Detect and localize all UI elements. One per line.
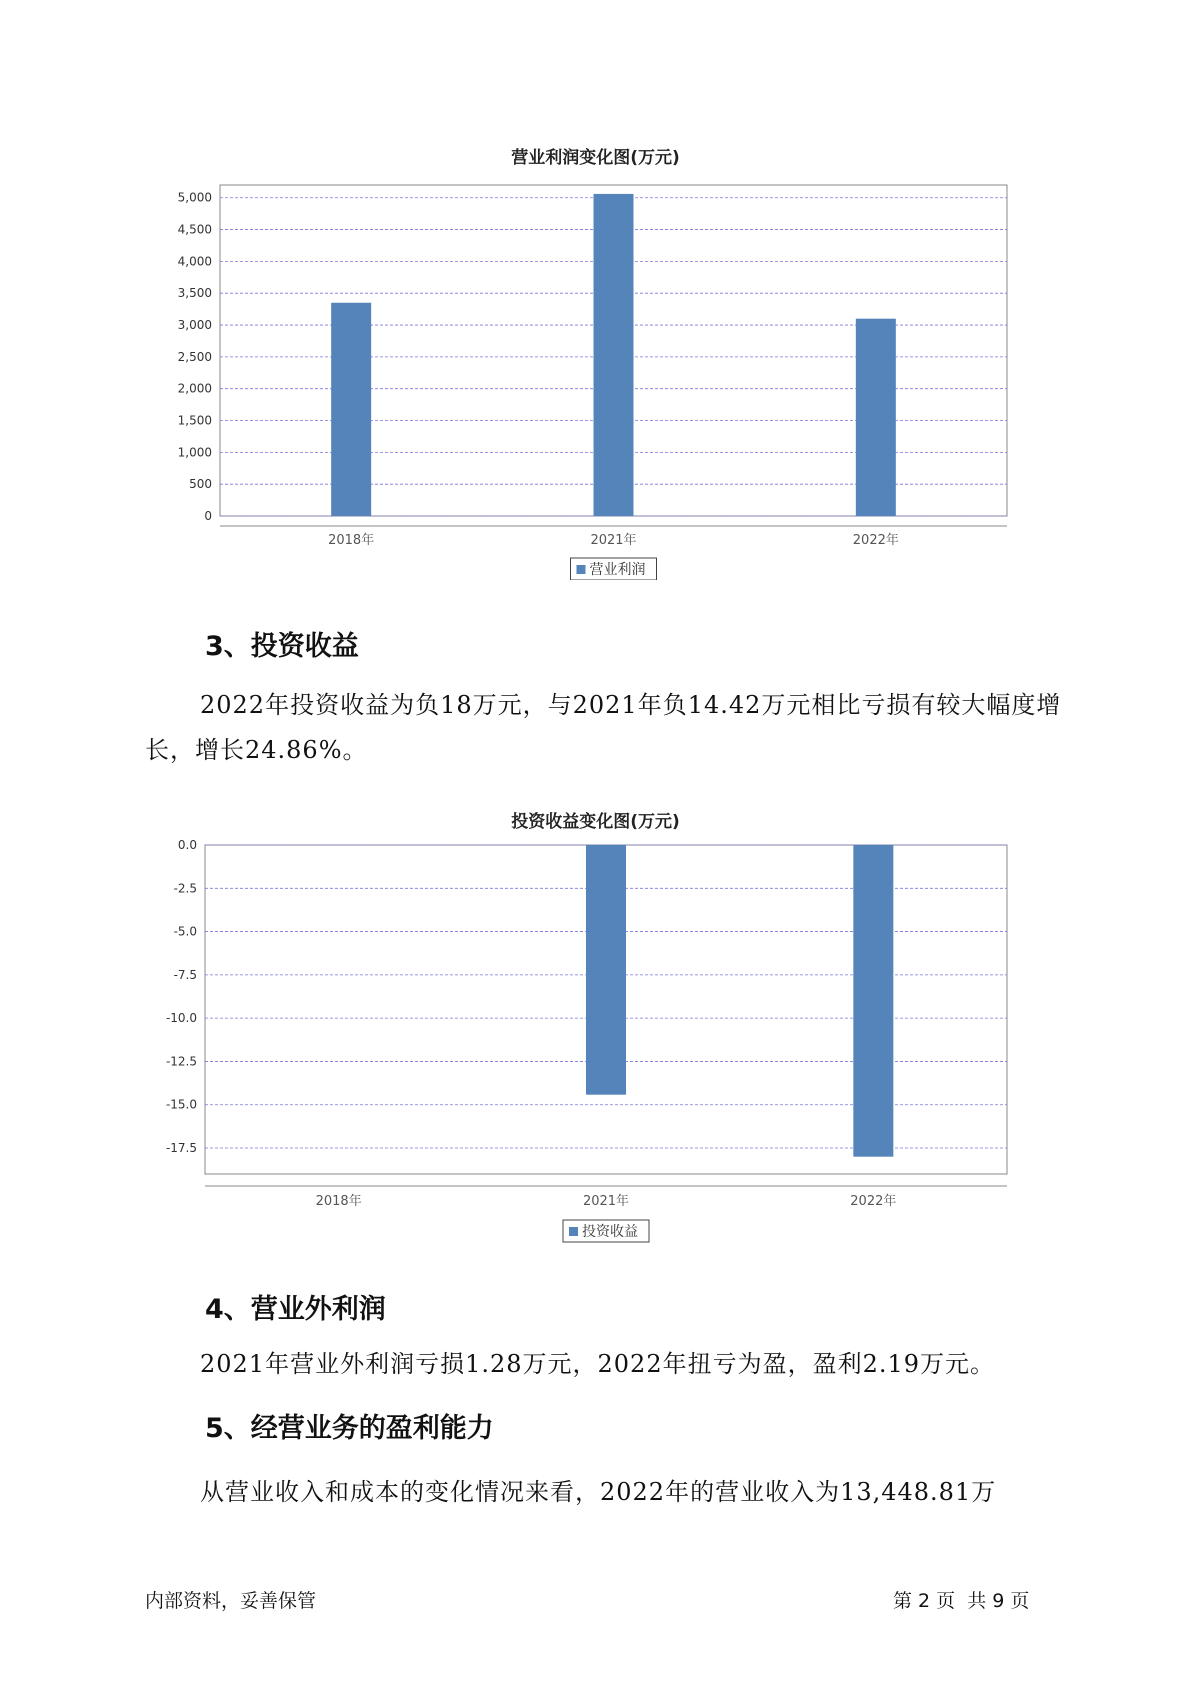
x-tick-label: 2018年 [315,1194,362,1209]
y-tick-label: -10.0 [165,1011,197,1026]
y-tick-label: -5.0 [173,924,197,939]
bar-2018年 [331,303,371,516]
bar-2022年 [853,845,893,1157]
y-tick-label: 3,000 [177,318,212,333]
y-tick-label: 1,000 [177,445,212,460]
y-tick-label: 0 [204,509,212,523]
invest-chart-title: 投资收益变化图(万元) [511,812,680,832]
bar-2021年 [594,194,634,516]
x-tick-label: 2022年 [850,1194,897,1209]
profit-chart-title: 营业利润变化图(万元) [511,148,680,168]
x-tick-label: 2022年 [852,533,899,548]
y-tick-label: -17.5 [165,1141,197,1156]
y-tick-label: 5,000 [177,190,212,205]
non-operating-paragraph: 2021年营业外利润亏损1.28万元，2022年扭亏为盈，盈利2.19万元。 [200,1350,996,1378]
x-tick-label: 2021年 [590,533,637,548]
y-tick-label: 4,000 [177,254,212,269]
section-heading-profitability: 5、经营业务的盈利能力 [205,1413,494,1444]
profit-chart [0,160,1191,580]
x-tick-label: 2021年 [582,1194,630,1209]
footer-page-number: 第 2 页 共 9 页 [893,1590,1030,1612]
y-tick-label: 500 [189,477,212,492]
section-heading-non-operating: 4、营业外利润 [205,1294,386,1325]
y-tick-label: -7.5 [173,967,197,982]
bar-2022年 [856,319,896,516]
legend-label: 投资收益 [582,1224,638,1240]
legend-swatch [569,1227,578,1236]
y-tick-label: -2.5 [173,881,197,896]
y-tick-label: 3,500 [177,286,212,301]
y-tick-label: -12.5 [165,1054,197,1069]
y-tick-label: 2,500 [177,349,212,364]
legend-label: 营业利润 [589,562,646,578]
investment-paragraph: 2022年投资收益为负18万元，与2021年负14.42万元相比亏损有较大幅度增长，增长24.86%。 [145,691,1062,764]
legend-swatch [577,565,586,574]
y-tick-label: 2,000 [177,381,212,396]
y-tick-label: -15.0 [165,1097,197,1112]
bar-2021年 [586,845,626,1095]
y-tick-label: 4,500 [177,222,212,237]
y-tick-label: 1,500 [177,413,212,428]
profitability-paragraph: 从营业收入和成本的变化情况来看，2022年的营业收入为13,448.81万 [200,1478,997,1506]
section-heading-investment: 3、投资收益 [205,631,359,662]
x-tick-label: 2018年 [328,533,375,548]
footer-confidential: 内部资料，妥善保管 [145,1590,317,1612]
y-tick-label: 0.0 [177,838,197,852]
invest-chart [0,824,1191,1244]
